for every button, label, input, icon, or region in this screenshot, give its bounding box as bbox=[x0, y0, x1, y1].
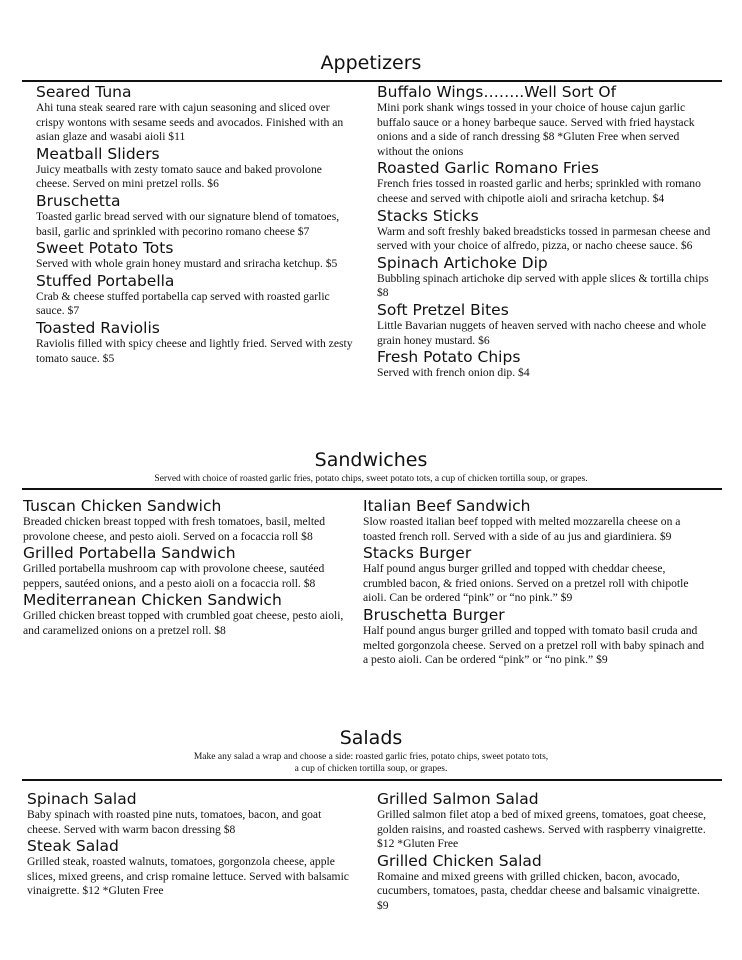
item-name: Italian Beef Sandwich bbox=[363, 497, 531, 515]
item-name: Seared Tuna bbox=[36, 83, 132, 101]
item-name: Steak Salad bbox=[27, 837, 119, 856]
item-name: Stacks Sticks bbox=[377, 206, 479, 225]
item-name: Spinach Artichoke Dip bbox=[377, 253, 548, 272]
item-name: Grilled Salmon Salad bbox=[377, 790, 539, 808]
menu-item bbox=[36, 83, 356, 145]
salads-right-column bbox=[377, 790, 712, 914]
item-name: Toasted Raviolis bbox=[36, 318, 160, 337]
item-description: Grilled chicken breast topped with crumbled goat cheese, pesto aioli, and caramelized onions on a pretzel roll. $8 bbox=[23, 609, 344, 637]
appetizers-title: Appetizers bbox=[320, 52, 422, 74]
item-description: French fries tossed in roasted garlic and herbs; sprinkled with romano cheese and served with chipotle aioli and sriracha ketchup. $4 bbox=[377, 177, 701, 205]
item-name: Sweet Potato Tots bbox=[36, 239, 174, 258]
item-description: Mini pork shank wings tossed in your choice of house cajun garlic buffalo sauce or a honey barbeque sauce. Served with fried haystack onions and a side of ranch dressing $8 *Gluten Free when served without the onions bbox=[377, 101, 695, 158]
menu-item bbox=[363, 606, 708, 668]
menu-item bbox=[377, 159, 712, 206]
item-name: Stacks Burger bbox=[363, 544, 472, 563]
item-description: Raviolis filled with spicy cheese and lightly fried. Served with zesty tomato sauce. $5 bbox=[36, 336, 353, 365]
menu-item bbox=[36, 192, 356, 239]
salads-divider bbox=[22, 779, 722, 781]
menu-item bbox=[377, 852, 712, 914]
item-description: Warm and soft freshly baked breadsticks tossed in parmesan cheese and served with your choice of alfredo, pizza, or nacho cheese sauce. $6 bbox=[377, 224, 711, 253]
item-name: Meatball Sliders bbox=[36, 144, 160, 163]
menu-item bbox=[377, 790, 712, 852]
item-description: Juicy meatballs with zesty tomato sauce and baked provolone cheese. Served on mini pretzel rolls. $6 bbox=[36, 162, 322, 191]
item-description: Served with whole grain honey mustard and sriracha ketchup. $5 bbox=[36, 257, 338, 271]
item-name: Bruschetta bbox=[36, 191, 121, 210]
item-description: Toasted garlic bread served with our signature blend of tomatoes, basil, garlic and sprinkled with pecorino romano cheese $7 bbox=[36, 209, 340, 238]
item-description: Bubbling spinach artichoke dip served with apple slices & tortilla chips $8 bbox=[377, 271, 709, 300]
menu-item bbox=[27, 837, 355, 899]
item-description: Ahi tuna steak seared rare with cajun seasoning and sliced over crispy wontons with sesame seeds and avocados. Finished with an asian glaze and wasabi aioli $11 bbox=[36, 101, 344, 144]
appetizers-divider bbox=[22, 80, 722, 82]
menu-item bbox=[377, 254, 712, 301]
item-name: Spinach Salad bbox=[27, 790, 137, 808]
item-name: Stuffed Portabella bbox=[36, 271, 175, 290]
item-name: Bruschetta Burger bbox=[363, 605, 505, 624]
item-description: Grilled portabella mushroom cap with provolone cheese, sautéed peppers, sautéed onions, and a pesto aioli on a focaccia roll. $8 bbox=[23, 562, 325, 590]
menu-item bbox=[23, 497, 358, 544]
salads-left-column bbox=[27, 790, 355, 899]
menu-item bbox=[23, 591, 358, 638]
item-name: Soft Pretzel Bites bbox=[377, 300, 509, 319]
item-name: Buffalo Wings……..Well Sort Of bbox=[377, 83, 617, 101]
item-description: Little Bavarian nuggets of heaven served with nacho cheese and whole grain honey mustard. $6 bbox=[377, 318, 707, 347]
menu-item bbox=[377, 207, 712, 254]
item-description: Half pound angus burger grilled and topped with tomato basil cruda and melted gorgonzola cheese. Served on a pretzel roll with baby spinach and a pesto aioli. Can be ordered “pink” or “no pink.” $9 bbox=[363, 623, 705, 667]
item-description: Half pound angus burger grilled and topped with cheddar cheese, crumbled bacon, & fried onions. Served on a pretzel roll with chipotle aioli. Can be ordered “pink” or “no pink.” $9 bbox=[363, 562, 689, 605]
item-name: Mediterranean Chicken Sandwich bbox=[23, 591, 282, 610]
item-name: Fresh Potato Chips bbox=[377, 348, 521, 367]
appetizers-right-column bbox=[377, 83, 712, 381]
item-description: Grilled salmon filet atop a bed of mixed greens, tomatoes, goat cheese, golden raisins, and roasted cashews. Served with raspberry vinaigrette. $12 *Gluten Free bbox=[377, 808, 707, 851]
sandwiches-divider bbox=[22, 488, 722, 490]
menu-item bbox=[23, 544, 358, 591]
item-name: Tuscan Chicken Sandwich bbox=[23, 497, 222, 515]
salads-subtitle-line2: a cup of chicken tortilla soup, or grapes. bbox=[294, 764, 448, 774]
sandwiches-title: Sandwiches bbox=[314, 449, 428, 471]
item-name: Grilled Chicken Salad bbox=[377, 851, 542, 870]
salads-title: Salads bbox=[339, 727, 403, 749]
item-description: Romaine and mixed greens with grilled chicken, bacon, avocado, cucumbers, tomatoes, pasta, cheddar cheese and balsamic vinaigrette. $9 bbox=[377, 869, 700, 912]
item-name: Roasted Garlic Romano Fries bbox=[377, 159, 599, 178]
item-description: Baby spinach with roasted pine nuts, tomatoes, bacon, and goat cheese. Served with warm bacon dressing $8 bbox=[27, 808, 322, 836]
sandwiches-subtitle: Served with choice of roasted garlic fries, potato chips, sweet potato tots, a cup of chicken tortilla soup, or grapes. bbox=[154, 474, 588, 484]
menu-item bbox=[36, 272, 356, 319]
menu-item bbox=[377, 83, 712, 159]
sandwiches-left-column bbox=[23, 497, 358, 639]
menu-item bbox=[363, 497, 708, 544]
salads-subtitle-line1: Make any salad a wrap and choose a side: roasted garlic fries, potato chips, sweet potato tots, bbox=[193, 752, 549, 762]
menu-item bbox=[27, 790, 355, 837]
item-description: Grilled steak, roasted walnuts, tomatoes, gorgonzola cheese, apple slices, mixed greens, and crisp romaine lettuce. Served with balsamic vinaigrette. $12 *Gluten Free bbox=[27, 855, 349, 898]
item-description: Breaded chicken breast topped with fresh tomatoes, basil, melted provolone cheese, and pesto aioli. Served on a focaccia roll $8 bbox=[23, 515, 325, 543]
menu-item bbox=[36, 239, 356, 272]
menu-item bbox=[36, 319, 356, 366]
menu-item bbox=[36, 145, 356, 192]
menu-item bbox=[377, 348, 712, 381]
item-name: Grilled Portabella Sandwich bbox=[23, 544, 236, 563]
appetizers-left-column bbox=[36, 83, 356, 366]
menu-item bbox=[377, 301, 712, 348]
menu-item bbox=[363, 544, 708, 606]
item-description: Slow roasted italian beef topped with melted mozzarella cheese on a toasted french roll. Served with a side of au jus and giardiniera. $9 bbox=[363, 515, 681, 543]
sandwiches-right-column bbox=[363, 497, 708, 668]
item-description: Crab & cheese stuffed portabella cap served with roasted garlic sauce. $7 bbox=[36, 289, 330, 318]
item-description: Served with french onion dip. $4 bbox=[377, 366, 530, 380]
